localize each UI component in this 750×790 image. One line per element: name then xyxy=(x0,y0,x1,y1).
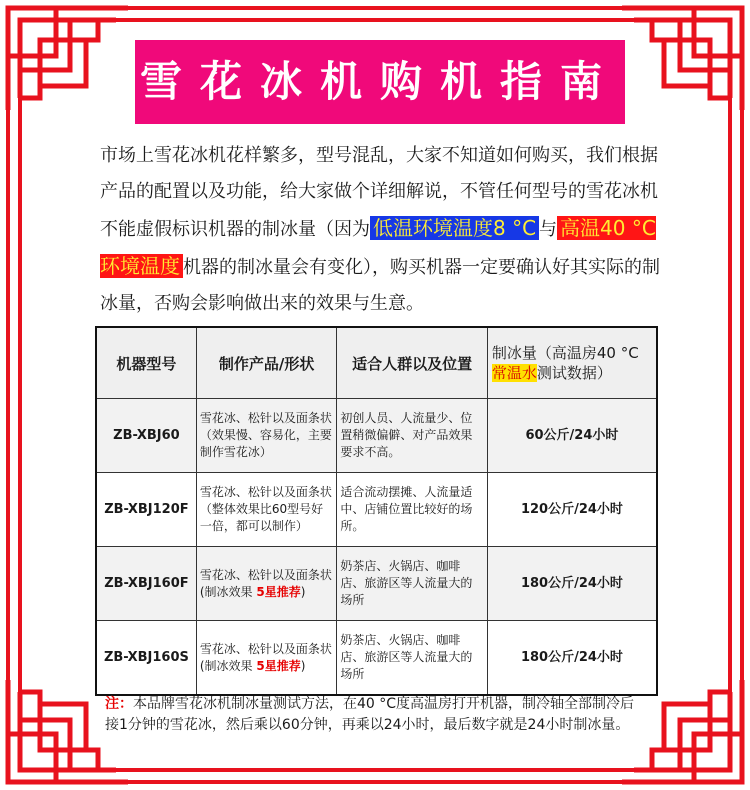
header-model: 机器型号 xyxy=(96,327,196,399)
header-capacity xyxy=(487,327,657,399)
capacity-cell: 180公斤/24小时 xyxy=(487,621,657,696)
model-cell: ZB-XBJ60 xyxy=(96,399,196,473)
star-recommend-badge: 5星推荐 xyxy=(256,584,301,599)
header-capacity-tail: 测试数据） xyxy=(536,364,612,382)
audience-cell: 奶茶店、火锅店、咖啡店、旅游区等人流量大的场所 xyxy=(337,621,488,696)
product-text-tail: ) xyxy=(300,584,306,599)
intro-text-2: 与 xyxy=(539,219,558,240)
audience-cell: 适合流动摆摊、人流量适中、店铺位置比较好的场所。 xyxy=(337,473,488,547)
table-row xyxy=(96,473,657,547)
audience-cell: 奶茶店、火锅店、咖啡店、旅游区等人流量大的场所 xyxy=(337,547,488,621)
capacity-cell: 180公斤/24小时 xyxy=(487,547,657,621)
product-text: 雪花冰、松针以及面条状(制冰效果 xyxy=(199,567,332,599)
intro-text-1: 市场上雪花冰机花样繁多，型号混乱，大家不知道如何购买，我们根据产品的配置以及功能，给大家做个详细解说，不管任何型号的雪花冰机不能虚假标识机器的制冰量（因为 xyxy=(100,145,658,240)
highlight-low-temp: 低温环境温度8 °C xyxy=(370,216,539,240)
star-recommend-badge: 5星推荐 xyxy=(256,658,301,673)
footnote-label: 注： xyxy=(105,696,133,712)
model-cell: ZB-XBJ120F xyxy=(96,473,196,547)
audience-cell: 初创人员、人流量少、位置稍微偏僻、对产品效果要求不高。 xyxy=(337,399,488,473)
header-capacity-highlight: 常温水 xyxy=(491,364,537,382)
header-capacity-text: 制冰量（高温房40 °C xyxy=(491,344,639,362)
capacity-cell: 120公斤/24小时 xyxy=(487,473,657,547)
product-text: 雪花冰、松针以及面条状（效果慢、容易化，主要制作雪花冰） xyxy=(199,411,332,459)
product-cell xyxy=(196,547,337,621)
spec-table xyxy=(95,326,658,696)
intro-text-3: 机器的制冰量会有变化），购买机器一定要确认好其实际的制冰量，否购会影响做出来的效果与生意。 xyxy=(100,257,660,314)
product-text: 雪花冰、松针以及面条状(制冰效果 xyxy=(199,641,332,673)
table-row xyxy=(96,399,657,473)
footnote-text: 本品牌雪花冰机制冰量测试方法，在40 °C度高温房打开机器，制冷轴全部制冷后接1分钟的雪花冰，然后乘以60分钟，再乘以24小时，最后数字就是24小时制冰量。 xyxy=(105,696,635,733)
page-title: 雪花冰机购机指南 xyxy=(135,40,625,124)
product-cell xyxy=(196,473,337,547)
header-product: 制作产品/形状 xyxy=(196,327,337,399)
product-cell xyxy=(196,399,337,473)
table-row xyxy=(96,547,657,621)
intro-paragraph xyxy=(100,138,660,322)
highlight-high-temp: 高温40 °C环境温度 xyxy=(100,216,656,278)
capacity-cell: 60公斤/24小时 xyxy=(487,399,657,473)
table-row xyxy=(96,621,657,696)
table-header-row xyxy=(96,327,657,399)
header-audience: 适合人群以及位置 xyxy=(337,327,488,399)
product-text-tail: ) xyxy=(300,658,306,673)
model-cell: ZB-XBJ160F xyxy=(96,547,196,621)
product-cell xyxy=(196,621,337,696)
model-cell: ZB-XBJ160S xyxy=(96,621,196,696)
footnote xyxy=(105,694,645,736)
product-text: 雪花冰、松针以及面条状（整体效果比60型号好一倍，都可以制作） xyxy=(199,485,332,533)
